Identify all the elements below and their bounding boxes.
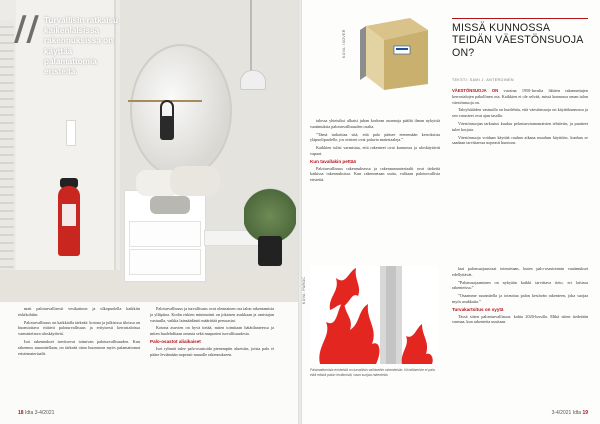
plant-pot	[258, 236, 282, 266]
dresser-drawer	[129, 249, 201, 275]
headline-rule	[452, 18, 588, 19]
fire-illustration	[310, 266, 438, 364]
subheading: Kun tavallakin pettää	[310, 158, 356, 164]
right-middle-column	[310, 118, 440, 185]
page-number: 19	[582, 410, 588, 416]
subheading: Turvakartoitus on syytä	[452, 306, 504, 312]
paragraph: Paloturvallisuus ja turvallisuus ovat olennainen osa talon rakentamista ja ylläpitoa. Kodin riskien minimointi on jokaisen asukkaan ja omistajan vastuulla, vaikka lainsäädäntö määrittää perusasiat.	[150, 306, 274, 323]
extinguisher-label	[62, 204, 76, 226]
flame-right	[402, 324, 433, 364]
hallway-photo	[0, 0, 300, 302]
photo-credit: KUVA: ISOVER	[342, 29, 346, 58]
paragraph: laat palonsuojausosat toteutetaan, kuten palo-osastoinnin vaatimukset edellyttävät.	[452, 266, 588, 277]
flame-left	[319, 300, 379, 364]
paragraph: Taloyhtiöiden vastuulla on huolehtia, että väestönsuoja on käyttökunnossa ja sen varusteet ovat ajan tasalla.	[452, 107, 588, 119]
right-footer	[552, 410, 588, 416]
paragraph: Tässä sitten palonturvallisuus: kohta 2020-luvulla. Mikä sitten tiedetään varmaa, kun rakenteita uusitaan.	[452, 313, 588, 325]
paragraph: Väestönsuojan tarkastus kuuluu pelastusviranomaisten tehtäviin, ja puutteet tulee korjata.	[452, 120, 588, 132]
gutter	[298, 0, 302, 424]
pull-quote: Turvallisin ratkaisu kaikenlaisissa rakennuksissa on käyttää palamattomia eristeitä.	[44, 16, 119, 77]
paragraph: Kaikkien tulisi varmistaa, että rakenteet ovat kunnossa ja uloskäytävät vapaat.	[310, 145, 440, 156]
wall-layer	[360, 26, 366, 80]
paragraph: ”Osaamme suunnitella ja toteuttaa palon kestävän rakenteen, joka suojaa myös asukkaita.”	[452, 293, 588, 304]
magazine-name: Idta	[572, 410, 582, 416]
dresser-drawer	[129, 221, 201, 247]
pendant-lamp	[240, 70, 266, 90]
paragraph: Paloturvallisuus rakennuksessa ja rakennusmateriaalit ovat tärkeitä kaikissa rakennuksissa. Kun rakennetaan uutta, valitaan paloturvallisia eristeitä.	[310, 165, 440, 183]
quote-mark-icon: //	[14, 9, 39, 49]
round-mirror	[130, 44, 232, 178]
insulation-core	[386, 266, 396, 364]
lead-text: vuosina 1950-luvulta lähtien rakennettujen kerrostalojen pakollinen osa. Kaikkien ei ole selvää, missä kunnossa oman talon väestönsuoja on.	[452, 88, 589, 105]
flame-upper	[330, 268, 359, 310]
paragraph: ”Palonsuojaaminen on nykyään kaikki tarvittava tieto, eri laisissa rakenteissa.”	[452, 279, 588, 291]
issue-number: 3-4/2021	[551, 410, 572, 416]
illustration-caption: Palamattomista eristeistä on turvallisin vaihtoehto rakenteisiin. Kivivillaeriste ei pala eikä edistä palon leviämistä, vaan suojaa rakenteita.	[310, 368, 435, 377]
paragraph: Kotona asuvien on hyvä tietää, miten toimitaan hätätilanteessa ja miten huolehditaan omasta sekä naapurien turvallisuudesta.	[150, 325, 274, 337]
paragraph: Isot rakennukset tarvitsevat toimivan paloturvallisuuden. Kun rakennus suunnitellaan, on tärkeää ottaa huomioon myös palamattomat eristemateriaalit.	[18, 338, 140, 356]
magazine-name: Idta	[24, 410, 34, 416]
right-bottom-column	[452, 266, 588, 327]
left-column-1	[18, 306, 140, 358]
left-footer	[18, 410, 54, 416]
paragraph: matt paloturvallisesti vesikattoon ja ulkopuolella kaikkiin riskikohtiin.	[18, 306, 140, 317]
lead-paragraph	[452, 88, 588, 105]
fur-throw	[150, 196, 190, 214]
pull-quote-box	[14, 9, 126, 77]
plant	[244, 180, 296, 240]
lead-in: VÄESTÖNSUOJA ON	[452, 88, 499, 93]
left-column-2	[150, 306, 274, 359]
photo-credit: KUVA: PAROC	[302, 276, 306, 304]
handbag	[160, 116, 174, 140]
right-column	[452, 88, 588, 148]
paragraph: ”Tämä tarkoittaa sitä, että palo pääsee etenemään kerroksista yläpuolipuolelle, jos eristeet ovat palavia materiaaleja.”	[310, 131, 440, 143]
subheading: Palo-osastot aliaikaiset	[150, 338, 201, 344]
page-number: 18	[18, 410, 24, 416]
paragraph: Väestönsuoja voidaan käyttää rauhan aikana muuhun käyttöön, kunhan se saadaan tarvittaessa nopeasti kuntoon.	[452, 134, 588, 146]
radiator	[0, 20, 14, 302]
paragraph: talossa yhteisiksi alkaisi juhan korkean asunnoja päältä ilman nykyisiä vaatimuksia paloturvallisuuden osalta.	[310, 118, 440, 129]
wall-structure-diagram	[358, 16, 438, 90]
issue-number: 3-4/2021	[34, 410, 55, 416]
light-switch	[66, 120, 76, 146]
lamp-cord	[250, 0, 252, 74]
flame-graphic	[310, 266, 438, 364]
paragraph: Isot ryhmät tulee palo-osastoida pienempiin alueisiin, joista palo ei pääse leviämään nopeasti muualle rakennukseen.	[150, 345, 274, 357]
headline: MISSÄ KUNNOSSA TEIDÄN VÄESTÖNSUOJA ON?	[452, 22, 583, 59]
pillow	[170, 166, 220, 196]
byline: TEKSTI: SAMI J. ANTEROINEN	[452, 78, 514, 82]
paragraph: Paloturvallisuus on kaikkialla tärkeää: kotona ja julkisissa tiloissa on huomioitava riittävä paloturvallisuus ja erityisesti kerrostaloissa varmistettava uloskäytävät.	[18, 319, 140, 337]
insulation-face	[384, 30, 428, 90]
product-label-stripe	[396, 48, 408, 50]
